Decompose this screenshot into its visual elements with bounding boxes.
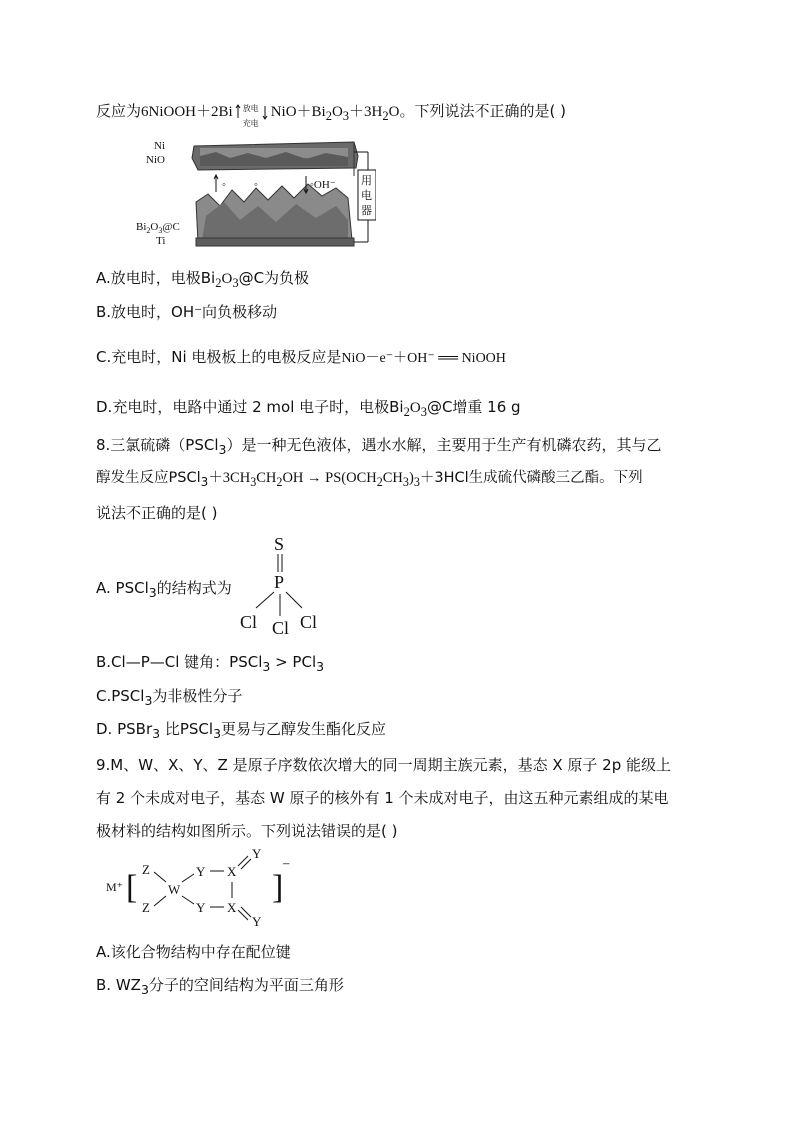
text: 比PSCl xyxy=(160,720,214,738)
text: @C为负极 xyxy=(238,269,310,287)
atom-cl-right: Cl xyxy=(300,612,318,632)
label-ti: Ti xyxy=(156,235,166,247)
ion-label-oh: ◦OH⁻ xyxy=(310,179,336,191)
cation-m: M⁺ xyxy=(106,880,124,894)
bracket-left: [ xyxy=(126,869,138,906)
atom-p: P xyxy=(274,572,285,592)
q9-stem-line2: 有 2 个未成对电子，基态 W 原子的核外有 1 个未成对电子，由这五种元素组成的某电 xyxy=(96,789,669,807)
q8-stem-line3: 说法不正确的是( ) xyxy=(96,504,218,522)
q8-stem-line2 xyxy=(96,468,643,492)
text: D.充电时，电路中通过 2 mol 电子时，电极Bi xyxy=(96,398,404,416)
q7-intro-prefix: 反应为 xyxy=(96,102,142,120)
q8-pscl3-structure xyxy=(236,530,332,640)
arrow-top-label: 放电 xyxy=(242,103,259,113)
text: B.Cl—P—Cl 键角：PSCl xyxy=(96,653,263,671)
text: OH → PS(OCH xyxy=(282,470,377,486)
sub: 3 xyxy=(402,474,409,489)
text: 更易与乙醇发生酯化反应 xyxy=(221,720,387,738)
text: D. PSBr xyxy=(96,720,153,738)
q7-option-c-equation: NiO－e⁻＋OH⁻ ══ NiOOH xyxy=(341,351,506,366)
atom-y-top: Y xyxy=(196,864,206,879)
atom-y-dbl-top: Y xyxy=(252,846,262,861)
text: C.充电时，Ni 电极板上的电极反应是 xyxy=(96,348,342,366)
sub: 3 xyxy=(200,474,209,489)
text: C.PSCl xyxy=(96,687,145,705)
sub: 2 xyxy=(403,405,410,419)
text: 分子的空间结构为平面三角形 xyxy=(148,976,344,994)
text: ＋3CH xyxy=(208,470,251,486)
atom-y-dbl-bottom: Y xyxy=(252,914,262,926)
device-label-1: 用 xyxy=(361,175,372,187)
text: O xyxy=(409,400,421,416)
q7-equation-left: 6NiOOH＋2Bi xyxy=(141,104,233,120)
sub: 3 xyxy=(342,109,350,123)
q7-eq-o: O xyxy=(331,104,343,120)
sub: 3 xyxy=(316,659,325,674)
q7-option-b: B.放电时，OH⁻向负极移动 xyxy=(96,303,278,321)
q8-stem-line1 xyxy=(96,435,662,460)
atom-x-top: X xyxy=(227,864,237,879)
text: 的结构式为 xyxy=(156,579,232,597)
q7-option-a xyxy=(96,268,309,293)
ion-label-2: ◦ xyxy=(254,179,258,191)
text: ) xyxy=(408,470,414,486)
sub: 2 xyxy=(325,109,332,123)
sub: 3 xyxy=(213,726,222,741)
bracket-right: ] xyxy=(272,869,284,906)
sub: 2 xyxy=(376,474,383,489)
text: A. PSCl xyxy=(96,579,149,597)
q7-option-d xyxy=(96,397,521,422)
text: CH xyxy=(382,470,403,486)
atom-s: S xyxy=(274,534,285,554)
atom-cl-middle: Cl xyxy=(272,618,290,638)
atom-z-bottom: Z xyxy=(142,900,150,915)
text: B. WZ xyxy=(96,976,141,994)
sub: 3 xyxy=(148,585,157,600)
q7-battery-figure xyxy=(136,136,376,252)
charge: ⁻ xyxy=(282,859,291,876)
q9-structure-figure xyxy=(106,846,306,926)
double-arrow-icon xyxy=(235,102,269,122)
ion-label-1: ◦ xyxy=(222,179,226,191)
atom-z-top: Z xyxy=(142,862,150,877)
sub: 3 xyxy=(413,474,420,489)
sub: 3 xyxy=(218,442,227,457)
q8-option-d xyxy=(96,719,386,744)
text: CH xyxy=(256,470,277,486)
sub: 2 xyxy=(215,276,222,290)
label-bi2o3c: $Bi_2O_3@C$ xyxy=(136,221,180,235)
q8-option-a xyxy=(96,578,232,603)
q7-intro-suffix: 。下列说法不正确的是( ) xyxy=(399,102,566,120)
text: 为非极性分子 xyxy=(152,687,243,705)
atom-x-bottom: X xyxy=(227,900,237,915)
q7-intro xyxy=(96,101,566,126)
sub: 3 xyxy=(420,405,427,419)
q7-eq-h: ＋3H xyxy=(349,104,383,120)
atom-w: W xyxy=(168,882,181,897)
q9-stem-line3: 极材料的结构如图所示。下列说法错误的是( ) xyxy=(96,822,398,840)
text: 8.三氯硫磷（PSCl xyxy=(96,436,219,454)
device-label-3: 器 xyxy=(361,205,372,217)
device-label-2: 电 xyxy=(361,190,372,202)
text: ）是一种无色液体，遇水水解，主要用于生产有机磷农药，其与乙 xyxy=(226,436,662,454)
text: O xyxy=(221,271,233,287)
label-nio: NiO xyxy=(146,154,165,166)
sub: 2 xyxy=(276,474,283,489)
text: 醇发生反应PSCl xyxy=(96,470,201,486)
sub: 3 xyxy=(250,474,257,489)
text: > PCl xyxy=(270,653,317,671)
label-ni: Ni xyxy=(154,140,165,152)
arrow-bottom-label: 充电 xyxy=(242,118,259,128)
q8-option-b xyxy=(96,652,324,677)
q9-option-a: A.该化合物结构中存在配位键 xyxy=(96,943,291,961)
text: ＋3HCl生成硫代磷酸三乙酯。下列 xyxy=(419,470,643,486)
q7-option-c xyxy=(96,347,506,369)
q7-equation-right: NiO＋Bi xyxy=(270,104,326,120)
sub: 3 xyxy=(262,659,271,674)
q7-reaction-arrow xyxy=(235,102,269,128)
q8-option-c xyxy=(96,686,242,711)
sub: 3 xyxy=(152,726,161,741)
q9-option-b xyxy=(96,975,344,1000)
atom-y-bottom: Y xyxy=(196,900,206,915)
sub: 2 xyxy=(382,109,389,123)
atom-cl-left: Cl xyxy=(240,612,258,632)
sub: 3 xyxy=(232,276,239,290)
q9-stem-line1: 9.M、W、X、Y、Z 是原子序数依次增大的同一周期主族元素，基态 X 原子 2p 能级上 xyxy=(96,756,671,774)
q7-eq-o2: O xyxy=(388,104,400,120)
sub: 3 xyxy=(144,693,153,708)
text: A.放电时，电极Bi xyxy=(96,269,216,287)
sub: 3 xyxy=(140,982,149,997)
text: @C增重 16 g xyxy=(426,398,521,416)
